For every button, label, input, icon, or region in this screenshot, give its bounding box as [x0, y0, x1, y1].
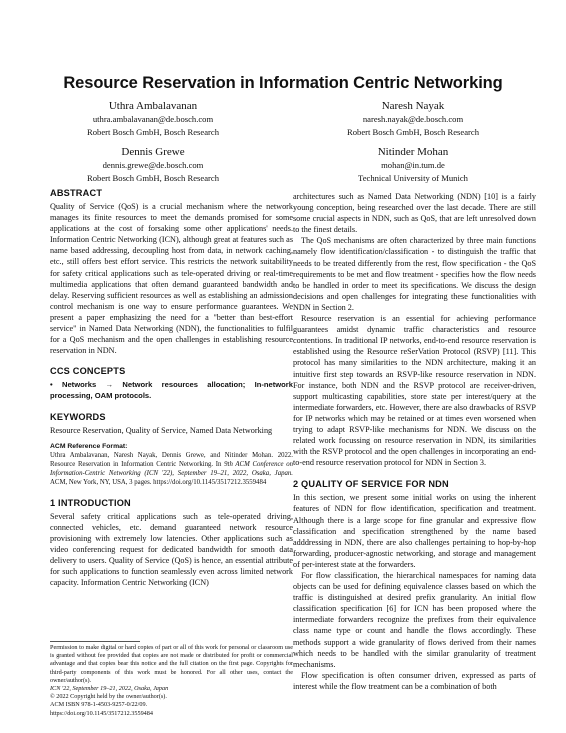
author-email: dennis.grewe@de.bosch.com: [102, 160, 204, 170]
author-name: Dennis Grewe: [121, 146, 185, 158]
author-affiliation: Robert Bosch GmbH, Bosch Research: [87, 173, 219, 183]
abstract-text: Quality of Service (QoS) is a crucial mechanism where the network manages its finite resources to meet the demands promised for some applications at the cost of forsaking some other applications' needs. Information Centric Networking (ICN), although great at features such as name based addressing, decoupling host from data, in network caching, etc., still offers best effort service. This restricts the network suitability for safety critical applications such as tele-operated driving or real-time multimedia applications that often demand guaranteed bandwidth and delay. Reserving sufficient resources as well as establishing an admission control mechanism is one way to ensure performance guarantees. We present a paper emphasizing the need for a "better than best-effort service" in Named Data Networking (NDN), the functionalities to fulfil for a QoS mechanism and the open challenges in establishing resource reservation in NDN.: [50, 202, 293, 356]
footnote-rule: [50, 641, 140, 642]
author-affiliation: Robert Bosch GmbH, Bosch Research: [347, 127, 479, 137]
paragraph: In this section, we present some initial works on using the inherent features of NDN for flow identification, specification and treatment. Although there is a large scope for fine granular and expressive flow classification and specification strengthened by the name based adddressing in NDN, there are also challenges pertaining to hop-by-hop forwarding, producer-agnostic networking, and storage and management of per-interest state at the forwarders.: [293, 493, 536, 569]
doi-line: https://doi.org/10.1145/3517212.3559484: [50, 709, 153, 717]
intro-text: Several safety critical applications such as tele-operated driving, connected vehicles, etc. demand guaranteed network resource provisioning with extremely low latencies. Other applications such as video conferencing request for dedicated bandwidth for smooth data delivery to users. Quality of Service (QoS) is hence, an essential attribute for such applications to function seamlessly even across limited network capacity. Information Centric Networking (ICN): [50, 511, 293, 588]
acm-ref-venue: 9th ACM Conference on Information-Centric Networking (ICN '22), September 19–21, 2022, Osaka, Japan.: [50, 460, 293, 478]
author-block-3: [33, 146, 273, 185]
author-name: Uthra Ambalavanan: [108, 100, 198, 112]
section-2-heading: 2 QUALITY OF SERVICE FOR NDN: [293, 479, 449, 490]
author-email: naresh.nayak@de.bosch.com: [362, 114, 464, 124]
paragraph: For flow classification, the hierarchical namespaces for naming data objects can be used for defining equivalence classes based on which the traffic is distinguished at desired prefix granularity. An initial flow classification specification [6] for ICN has been proposed where the intermediate forwarders recognize the prefixes from their equivalence class name type or count and handle the flows accordingly. These methods support a wide granularity of flows derived from their names which needs to be handled with the similar granularity of treatment mechanisms.: [293, 571, 536, 669]
author-email: mohan@in.tum.de: [381, 160, 445, 170]
isbn-line: ACM ISBN 978-1-4503-9257-0/22/09.: [50, 701, 148, 709]
author-name: Nitinder Mohan: [377, 146, 449, 158]
author-block-2: [293, 100, 533, 139]
author-name: Naresh Nayak: [381, 100, 445, 112]
paper-title: Resource Reservation in Information Centric Networking: [63, 74, 503, 92]
author-block-4: [293, 146, 533, 185]
acm-ref-text: [50, 451, 293, 488]
keywords-text: Resource Reservation, Quality of Service, Named Data Networking: [50, 425, 273, 435]
left-column: [50, 187, 293, 588]
abstract-heading: ABSTRACT: [50, 188, 103, 198]
intro-heading: 1 INTRODUCTION: [50, 497, 131, 508]
acm-ref-plain: Uthra Ambalavanan, Naresh Nayak, Dennis Grewe, and Nitinder Mohan. 2022. Resource Reservation in Information Centric Networking. In: [50, 451, 293, 468]
author-block-1: [33, 100, 273, 139]
author-affiliation: Technical University of Munich: [358, 173, 468, 183]
paragraph: The QoS mechanisms are often characterized by three main functions namely flow identification/classification - to distinguish the traffic that needs to be treated differently from the rest, flow specification - the QoS requirements to be met and flow treatment - specifies how the flow needs to be handled in order to meet its specifications. We discuss the design decisions and open challenges for integrating these functionalities with NDN in Section 2.: [293, 236, 536, 312]
footnote: [50, 644, 293, 718]
keywords-heading: KEYWORDS: [50, 411, 106, 422]
paragraph: Flow specification is often consumer driven, expressed as parts of interest while the flow treatment can be a combination of both: [293, 670, 536, 691]
author-email: uthra.ambalavanan@de.bosch.com: [92, 114, 214, 124]
permission-notice: Permission to make digital or hard copies of part or all of this work for personal or classroom use is granted without fee provided that copies are not made or distributed for profit or commercial advantage and that copies bear this notice and the full citation on the first page. Copyrights for third-party components of this work must be honored. For all other uses, contact the owner/author(s).: [50, 644, 293, 684]
acm-ref-heading: ACM Reference Format:: [50, 442, 128, 450]
copyright-line: © 2022 Copyright held by the owner/author(s).: [50, 693, 167, 701]
acm-ref-doi: ACM, New York, NY, USA, 3 pages. https://doi.org/10.1145/3517212.3559484: [50, 479, 267, 487]
paragraph: architectures such as Named Data Networking (NDN) [10] is a fairly young conception, being researched over the last decade. There are still some crucial aspects in NDN, such as QoS, that are left unresolved down to the finest details.: [293, 192, 536, 235]
author-affiliation: Robert Bosch GmbH, Bosch Research: [87, 127, 219, 137]
ccs-text: • Networks → Network resources allocation; In-network processing, OAM protocols.: [50, 380, 293, 401]
conference-line: ICN '22, September 19–21, 2022, Osaka, Japan: [50, 685, 169, 693]
right-column: [293, 191, 536, 692]
ccs-heading: CCS CONCEPTS: [50, 366, 126, 377]
paragraph: Resource reservation is an essential for achieving performance guarantees amidst dynamic traffic characteristics and resource contentions. In traditional IP networks, end-to-end resource reservation is established using the Resource reSerVation Protocol (RSVP) [11]. This protocol has many similarities to the NDN architecture, making it an intuitive first step towards an RSVP-like resource reservation in NDN. For instance, both NDN and the RSVP protocol are receiver-driven, support multicasting capabilities, store state per interest/query at the intermediate forwarders, etc. However, there are also drawbacks of RSVP for IP networks which may be retained or at times even worsened when trying to adapt RSVP-like mechanisms for NDN. We discuss on the related work focussing on resource reservation in NDN, its similarities with the RSVP protocol and the open challenges in incorporating an end-to-end resource reservation protocol for NDN in Section 3.: [293, 314, 536, 468]
